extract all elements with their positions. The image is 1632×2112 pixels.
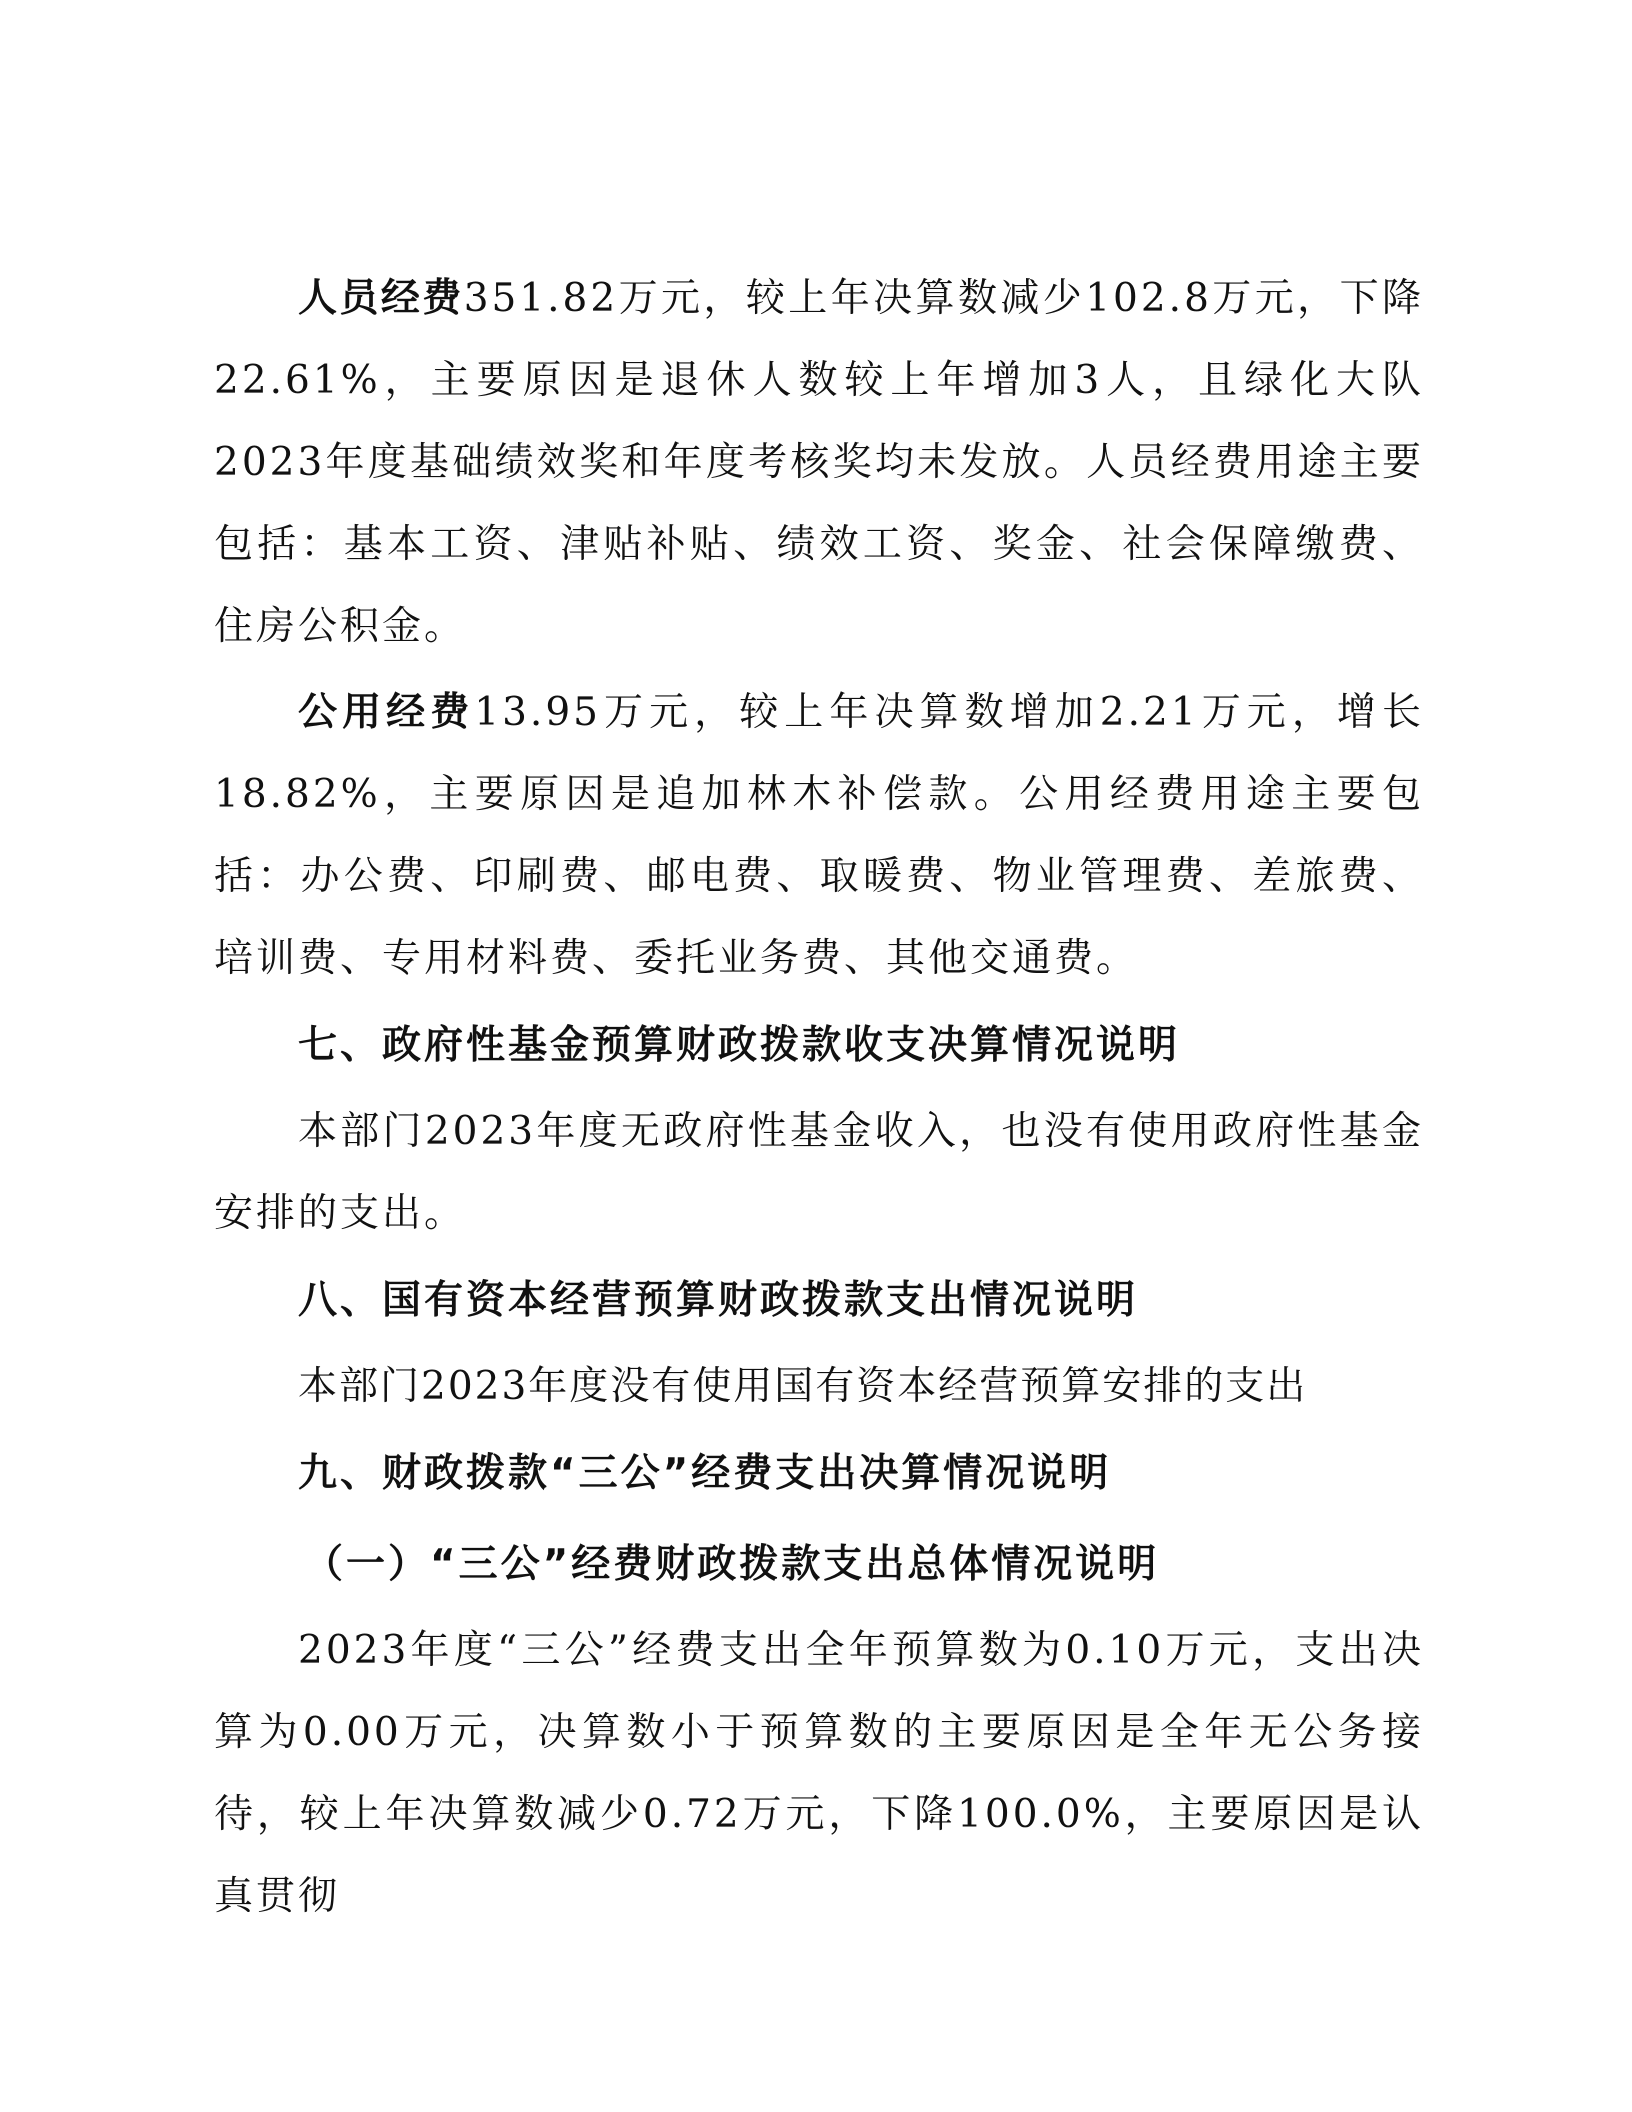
section-9-subheading: （一）“三公”经费财政拨款支出总体情况说明 bbox=[304, 1542, 1160, 1587]
section-9-text: 2023年度“三公”经费支出全年预算数为0.10万元，支出决算为0.00万元，决算数小于预算数的主要原因是全年无公务接待，较上年决算数减少0.72万元，下降100.0%，主要原因是认真贯彻 bbox=[214, 1628, 1424, 1919]
personnel-expense-lead: 人员经费 bbox=[298, 276, 464, 321]
personnel-expense-paragraph bbox=[214, 258, 1424, 668]
public-expense-paragraph bbox=[214, 672, 1424, 1000]
section-8-text: 本部门2023年度没有使用国有资本经营预算安排的支出 bbox=[298, 1364, 1308, 1409]
section-7-heading: 七、政府性基金预算财政拨款收支决算情况说明 bbox=[298, 1023, 1181, 1068]
public-expense-lead: 公用经费 bbox=[298, 690, 475, 735]
section-9-heading: 九、财政拨款“三公”经费支出决算情况说明 bbox=[298, 1451, 1112, 1496]
personnel-expense-text: 351.82万元，较上年决算数减少102.8万元，下降22.61%，主要原因是退休人数较上年增加3人，且绿化大队2023年度基础绩效奖和年度考核奖均未发放。人员经费用途主要包括：基本工资、津贴补贴、绩效工资、奖金、社会保障缴费、住房公积金。 bbox=[214, 276, 1424, 649]
document-body bbox=[214, 258, 1424, 1938]
public-expense-text: 13.95万元，较上年决算数增加2.21万元，增长18.82%，主要原因是追加林木补偿款。公用经费用途主要包括：办公费、印刷费、邮电费、取暖费、物业管理费、差旅费、培训费、专用材料费、委托业务费、其他交通费。 bbox=[214, 690, 1424, 981]
section-7-text: 本部门2023年度无政府性基金收入，也没有使用政府性基金安排的支出。 bbox=[214, 1109, 1424, 1236]
section-8-heading: 八、国有资本经营预算财政拨款支出情况说明 bbox=[298, 1278, 1139, 1323]
